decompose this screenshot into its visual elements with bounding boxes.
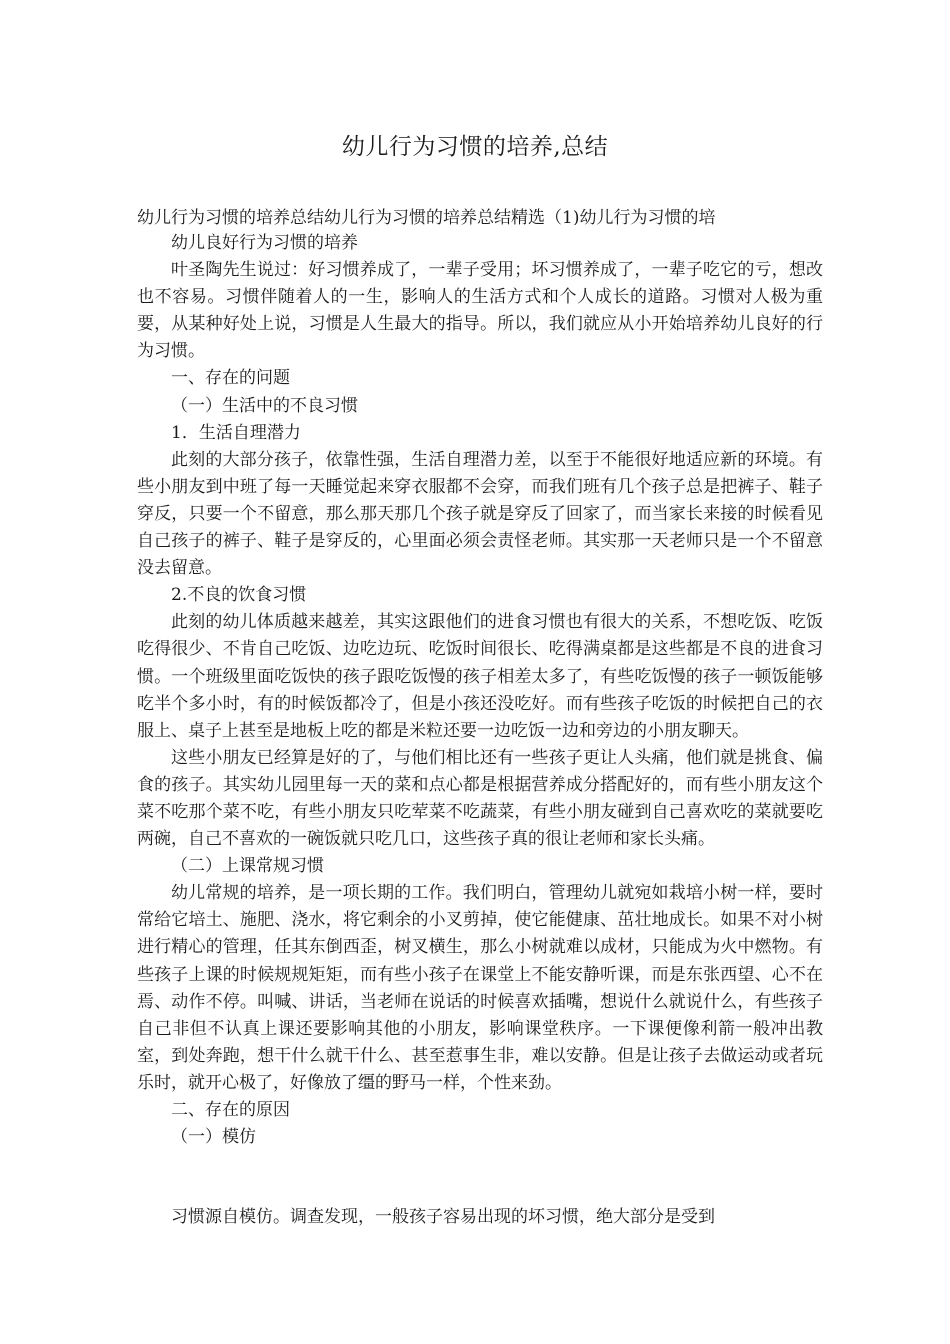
paragraph: 此刻的大部分孩子，依靠性强，生活自理潜力差，以至于不能很好地适应新的环境。有些小朋友到中班了每一天睡觉起来穿衣服都不会穿，而我们班有几个孩子总是把裤子、鞋子穿反，只要一个不留意，那么那天那几个孩子就是穿反了回家了，而当家长来接的时候看见自己孩子的裤子、鞋子是穿反的，心里面必须会责怪老师。其实那一天老师只是一个不留意没去留意。 — [137, 449, 823, 579]
paragraph-gap — [137, 1151, 823, 1204]
section-heading: 二、存在的原因 — [171, 1100, 290, 1120]
section-heading: 一、存在的问题 — [171, 368, 290, 389]
subsection-heading: 1．生活自理潜力 — [171, 422, 301, 443]
document-title: 幼儿行为习惯的培养,总结 — [341, 134, 609, 160]
subsection-heading: （二）上课常规习惯 — [171, 856, 324, 877]
intro-line: 幼儿行为习惯的培养总结幼儿行为习惯的培养总结精选（1)幼儿行为习惯的培 — [137, 208, 716, 225]
document-body — [137, 230, 823, 1231]
subsection-heading: 2.不良的饮食习惯 — [171, 585, 307, 606]
paragraph: 叶圣陶先生说过：好习惯养成了，一辈子受用；坏习惯养成了，一辈子吃它的亏，想改也不容易。习惯伴随着人的一生，影响人的生活方式和个人成长的道路。习惯对人极为重要，从某种好处上说，习惯是人生最大的指导。所以，我们就应从小开始培养幼儿良好的行为习惯。 — [137, 260, 823, 362]
paragraph: 幼儿常规的培养，是一项长期的工作。我们明白，管理幼儿就宛如栽培小树一样，要时常给它培土、施肥、浇水，将它剩余的小叉剪掉，使它能健康、茁壮地成长。如果不对小树进行精心的管理，任其东倒西歪，树叉横生，那么小树就难以成材，只能成为火中燃物。有些孩子上课的时候规规矩矩，而有些小孩子在课堂上不能安静听课，而是东张西望、心不在焉、动作不停。叫喊、讲话，当老师在说话的时候喜欢插嘴，想说什么就说什么，有些孩子自己非但不认真上课还要影响其他的小朋友，影响课堂秩序。一下课便像利箭一般冲出教室，到处奔跑，想干什么就干什么、甚至惹事生非，难以安静。但是让孩子去做运动或者玩乐时，就开心极了，好像放了缰的野马一样，个性来劲。 — [137, 883, 823, 1093]
paragraph: 此刻的幼儿体质越来越差，其实这跟他们的进食习惯也有很大的关系，不想吃饭、吃饭吃得很少、不肯自己吃饭、边吃边玩、吃饭时间很长、吃得满桌都是这些都是不良的进食习惯。一个班级里面吃饭快的孩子跟吃饭慢的孩子相差太多了，有些吃饭慢的孩子一顿饭能够吃半个多小时，有的时候饭都冷了，但是小孩还没吃好。而有些孩子吃饭的时候把自己的衣服上、桌子上甚至是地板上吃的都是米粒还要一边吃饭一边和旁边的小朋友聊天。 — [137, 612, 823, 741]
paragraph: 习惯源自模仿。调查发现，一般孩子容易出现的坏习惯，绝大部分是受到 — [171, 1207, 715, 1228]
section-heading: 幼儿良好行为习惯的培养 — [171, 233, 358, 253]
paragraph: 这些小朋友已经算是好的了，与他们相比还有一些孩子更让人头痛，他们就是挑食、偏食的孩子。其实幼儿园里每一天的菜和点心都是根据营养成分搭配好的，而有些小朋友这个菜不吃那个菜不吃，有些小朋友只吃荤菜不吃蔬菜，有些小朋友碰到自己喜欢吃的菜就要吃两碗，自己不喜欢的一碗饭就只吃几口，这些孩子真的很让老师和家长头痛。 — [137, 747, 823, 850]
subsection-heading: （一）生活中的不良习惯 — [171, 395, 358, 416]
subsection-heading: （一）模仿 — [171, 1127, 256, 1148]
